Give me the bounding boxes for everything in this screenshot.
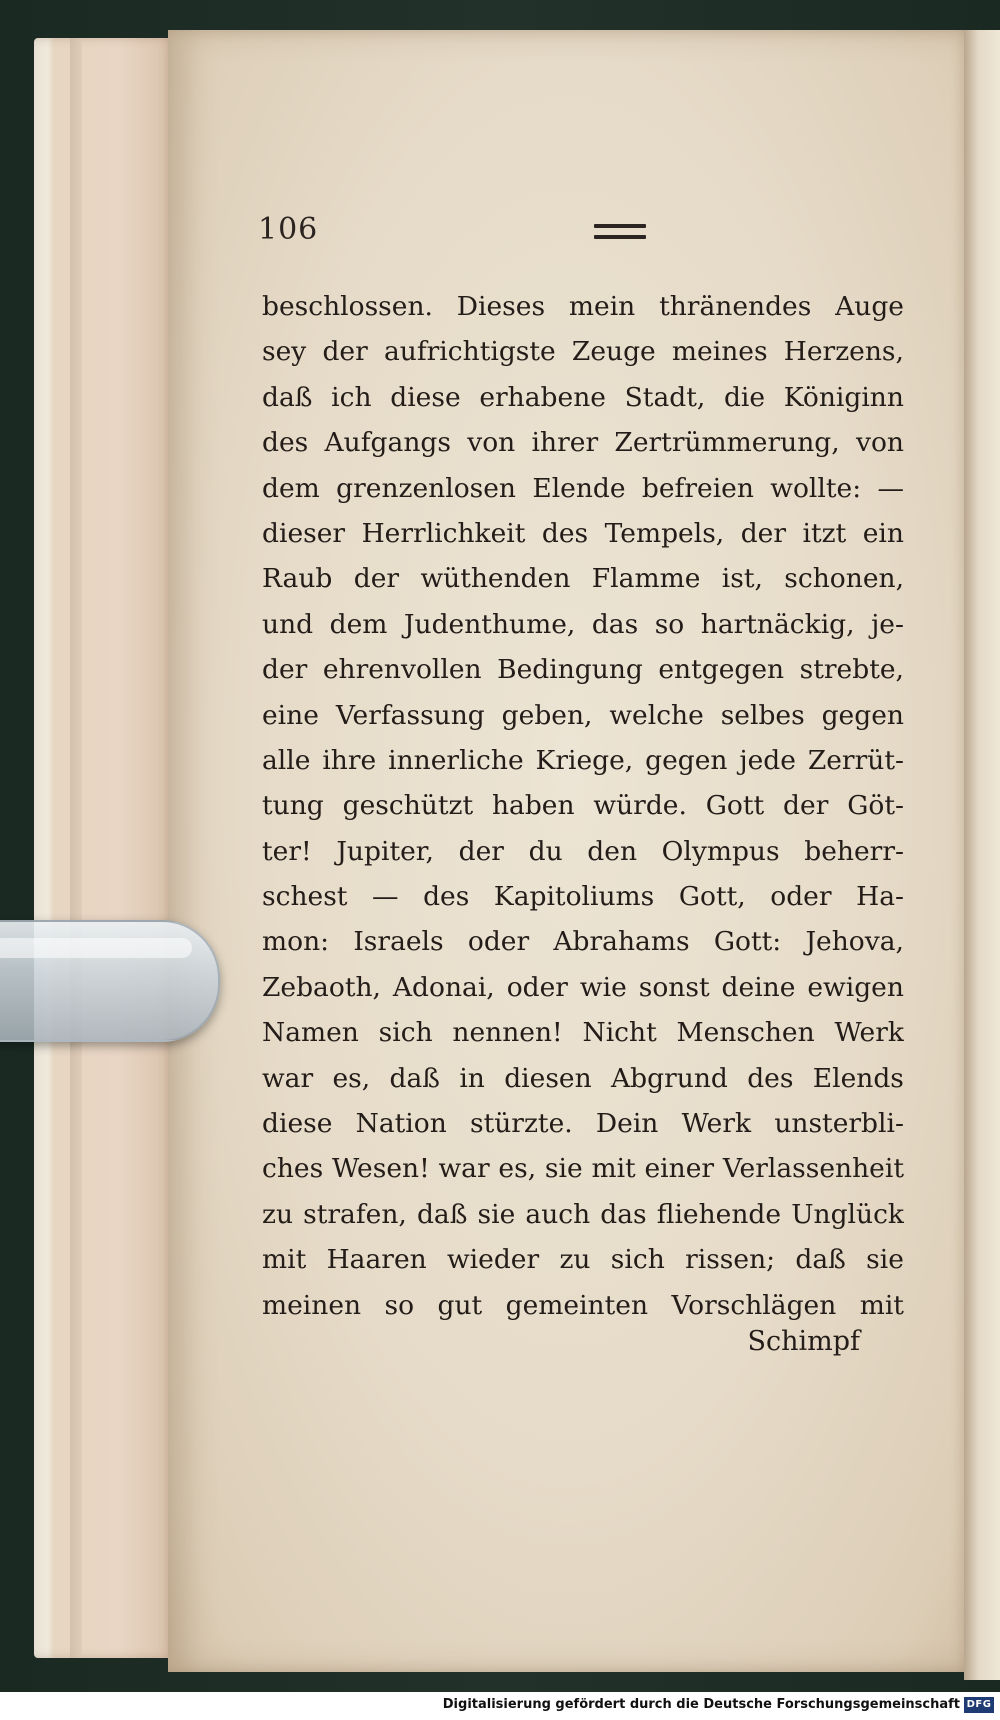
- word: Kapitoliums: [493, 881, 655, 913]
- word: sey: [262, 336, 307, 368]
- text-line: [262, 1283, 904, 1328]
- word: auch: [525, 1198, 591, 1230]
- word: Jupiter,: [336, 835, 434, 867]
- word: Judenthume,: [403, 608, 576, 640]
- word: unsterbli-: [774, 1108, 904, 1140]
- word: innerliche: [388, 744, 524, 776]
- word: Tempels,: [604, 517, 725, 549]
- word: Nicht: [582, 1017, 657, 1049]
- word: Herzens,: [783, 336, 904, 368]
- text-line: [262, 420, 904, 465]
- text-line: [262, 1237, 904, 1282]
- word: Israels: [353, 926, 444, 958]
- word: daß: [389, 1062, 440, 1094]
- word: hartnäckig,: [700, 608, 855, 640]
- word: sie: [866, 1244, 904, 1276]
- word: Göt-: [847, 790, 904, 822]
- word: gegen: [645, 744, 728, 776]
- word: so: [384, 1289, 415, 1321]
- word: der: [262, 654, 308, 686]
- text-line: [262, 1010, 904, 1055]
- word: der: [740, 517, 787, 549]
- page-edge-strip: [70, 38, 82, 1658]
- word: Vorschlägen: [671, 1289, 837, 1321]
- word: gut: [437, 1289, 483, 1321]
- text-line: [262, 375, 904, 420]
- word: der: [322, 336, 368, 368]
- word: der: [353, 563, 400, 595]
- header-ornament: [594, 224, 646, 246]
- word: es,: [498, 1153, 537, 1185]
- word: der: [783, 790, 829, 822]
- word: Dieses: [456, 291, 546, 322]
- word: nennen!: [452, 1017, 563, 1049]
- word: Kriege,: [535, 744, 634, 776]
- word: sonst: [638, 971, 710, 1003]
- word: und: [262, 608, 314, 640]
- word: thränendes: [659, 291, 812, 322]
- word: Dein: [595, 1108, 659, 1140]
- word: in: [459, 1062, 485, 1094]
- word: Wesen!: [331, 1153, 430, 1185]
- word: zu: [559, 1244, 591, 1276]
- word: schonen,: [784, 563, 904, 595]
- word: haben: [491, 790, 575, 822]
- word: war: [438, 1153, 490, 1185]
- text-line: [262, 284, 904, 329]
- word: jede: [739, 744, 796, 776]
- word: Aufgangs: [324, 427, 451, 459]
- word: ihrer: [531, 427, 599, 459]
- word: dem: [329, 608, 388, 640]
- word: Königinn: [783, 381, 904, 413]
- word: der: [458, 835, 504, 867]
- word: dieser: [262, 517, 346, 549]
- word: befreien: [641, 472, 754, 504]
- word: wollte:: [770, 472, 862, 504]
- word: oder: [770, 881, 832, 913]
- word: würde.: [593, 790, 687, 822]
- word: grenzenlosen: [336, 472, 516, 504]
- text-line: [262, 511, 904, 556]
- word: diese: [390, 381, 461, 413]
- word: Olympus: [661, 835, 780, 867]
- footer-bar: [0, 1692, 1000, 1720]
- word: ches: [262, 1153, 324, 1185]
- word: Nation: [355, 1108, 447, 1140]
- catchword: Schimpf: [747, 1326, 860, 1357]
- word: tung: [262, 790, 324, 822]
- word: fliehende: [656, 1198, 782, 1230]
- word: Abgrund: [611, 1062, 728, 1094]
- text-line: [262, 1146, 904, 1191]
- word: je-: [871, 608, 904, 640]
- text-line: [262, 874, 904, 919]
- word: ist,: [721, 563, 763, 595]
- word: daß: [416, 1198, 468, 1230]
- word: alle: [262, 744, 311, 776]
- word: welche: [609, 699, 704, 731]
- word: daß: [795, 1244, 846, 1276]
- word: die: [723, 381, 766, 413]
- word: Elende: [532, 472, 626, 504]
- word: mit: [591, 1153, 636, 1185]
- word: des: [541, 517, 589, 549]
- word: ter!: [262, 835, 312, 867]
- word: deine: [721, 971, 796, 1003]
- word: oder: [506, 971, 568, 1003]
- dfg-logo: DFG: [964, 1697, 994, 1713]
- word: geben,: [501, 699, 593, 731]
- word: Flamme: [591, 563, 701, 595]
- glass-bookmark-tab: [0, 920, 220, 1042]
- word: entgegen: [658, 654, 785, 686]
- word: Gott: [705, 790, 765, 822]
- word: Bedingung: [497, 654, 643, 686]
- word: —: [877, 472, 904, 504]
- text-line: [262, 329, 904, 374]
- word: den: [587, 835, 638, 867]
- word: Gott,: [678, 881, 746, 913]
- word: itzt: [802, 517, 847, 549]
- word: erhabene: [479, 381, 606, 413]
- word: —: [372, 881, 399, 913]
- footer-credit: Digitalisierung gefördert durch die Deutsche Forschungsgemeinschaft: [442, 1697, 960, 1712]
- word: ehrenvollen: [322, 654, 482, 686]
- word: mit: [859, 1289, 904, 1321]
- word: Herrlichkeit: [361, 517, 526, 549]
- word: sie: [544, 1153, 583, 1185]
- word: Raub: [262, 563, 333, 595]
- word: Gott:: [713, 926, 782, 958]
- word: du: [528, 835, 563, 867]
- word: sie: [477, 1198, 516, 1230]
- word: schest: [262, 881, 348, 913]
- word: wieder: [447, 1244, 540, 1276]
- word: Adonai,: [392, 971, 495, 1003]
- word: Verfassung: [335, 699, 485, 731]
- word: geschützt: [342, 790, 474, 822]
- word: einer: [644, 1153, 715, 1185]
- word: dem: [262, 472, 320, 504]
- word: eine: [262, 699, 319, 731]
- word: ihre: [322, 744, 377, 776]
- text-line: [262, 602, 904, 647]
- word: oder: [467, 926, 530, 958]
- word: diesen: [504, 1062, 592, 1094]
- word: so: [654, 608, 685, 640]
- word: Ha-: [856, 881, 904, 913]
- word: Zertrümmerung,: [614, 427, 840, 459]
- word: von: [855, 427, 904, 459]
- word: wüthenden: [420, 563, 571, 595]
- word: Haaren: [326, 1244, 427, 1276]
- word: das: [591, 608, 639, 640]
- word: von: [467, 427, 516, 459]
- word: Verlassenheit: [722, 1153, 904, 1185]
- word: zu: [262, 1198, 294, 1230]
- word: stürzte.: [469, 1108, 573, 1140]
- word: wie: [579, 971, 627, 1003]
- text-line: [262, 466, 904, 511]
- text-line: [262, 1192, 904, 1237]
- text-line: [262, 965, 904, 1010]
- word: selbes: [720, 699, 805, 731]
- word: aufrichtigste: [383, 336, 556, 368]
- word: gegen: [821, 699, 904, 731]
- word: Zebaoth,: [262, 971, 381, 1003]
- word: Zerrüt-: [807, 744, 904, 776]
- word: meines: [671, 336, 768, 368]
- word: mon:: [262, 926, 330, 958]
- word: meinen: [262, 1289, 362, 1321]
- left-page-stack: [34, 38, 174, 1658]
- word: daß: [262, 381, 313, 413]
- word: rissen;: [685, 1244, 776, 1276]
- page-text: [262, 284, 904, 1328]
- word: Menschen: [676, 1017, 815, 1049]
- word: mit: [262, 1244, 307, 1276]
- word: Werk: [681, 1108, 752, 1140]
- word: des: [747, 1062, 794, 1094]
- text-line: [262, 919, 904, 964]
- text-line: [262, 829, 904, 874]
- word: Stadt,: [624, 381, 706, 413]
- word: ewigen: [807, 971, 904, 1003]
- word: Abrahams: [553, 926, 690, 958]
- word: sich: [610, 1244, 665, 1276]
- text-line: [262, 783, 904, 828]
- word: sich: [378, 1017, 433, 1049]
- text-line: [262, 556, 904, 601]
- word: Namen: [262, 1017, 359, 1049]
- word: mein: [568, 291, 636, 322]
- word: das: [600, 1198, 647, 1230]
- word: Auge: [835, 291, 904, 322]
- word: des: [423, 881, 470, 913]
- word: diese: [262, 1108, 333, 1140]
- word: Jehova,: [805, 926, 904, 958]
- right-page-edge: [964, 30, 1000, 1680]
- word: war: [262, 1062, 314, 1094]
- text-line: [262, 693, 904, 738]
- word: beherr-: [804, 835, 904, 867]
- text-line: [262, 647, 904, 692]
- word: Unglück: [791, 1198, 904, 1230]
- text-line: [262, 738, 904, 783]
- word: ein: [862, 517, 904, 549]
- word: beschlossen.: [262, 291, 433, 322]
- text-line: [262, 1101, 904, 1146]
- word: strafen,: [303, 1198, 407, 1230]
- word: Zeuge: [571, 336, 656, 368]
- word: strebte,: [799, 654, 904, 686]
- word: ich: [331, 381, 372, 413]
- word: Werk: [834, 1017, 904, 1049]
- word: des: [262, 427, 309, 459]
- page-number: 106: [258, 212, 319, 247]
- text-line: [262, 1056, 904, 1101]
- word: gemeinten: [505, 1289, 649, 1321]
- word: es,: [332, 1062, 371, 1094]
- word: Elends: [812, 1062, 904, 1094]
